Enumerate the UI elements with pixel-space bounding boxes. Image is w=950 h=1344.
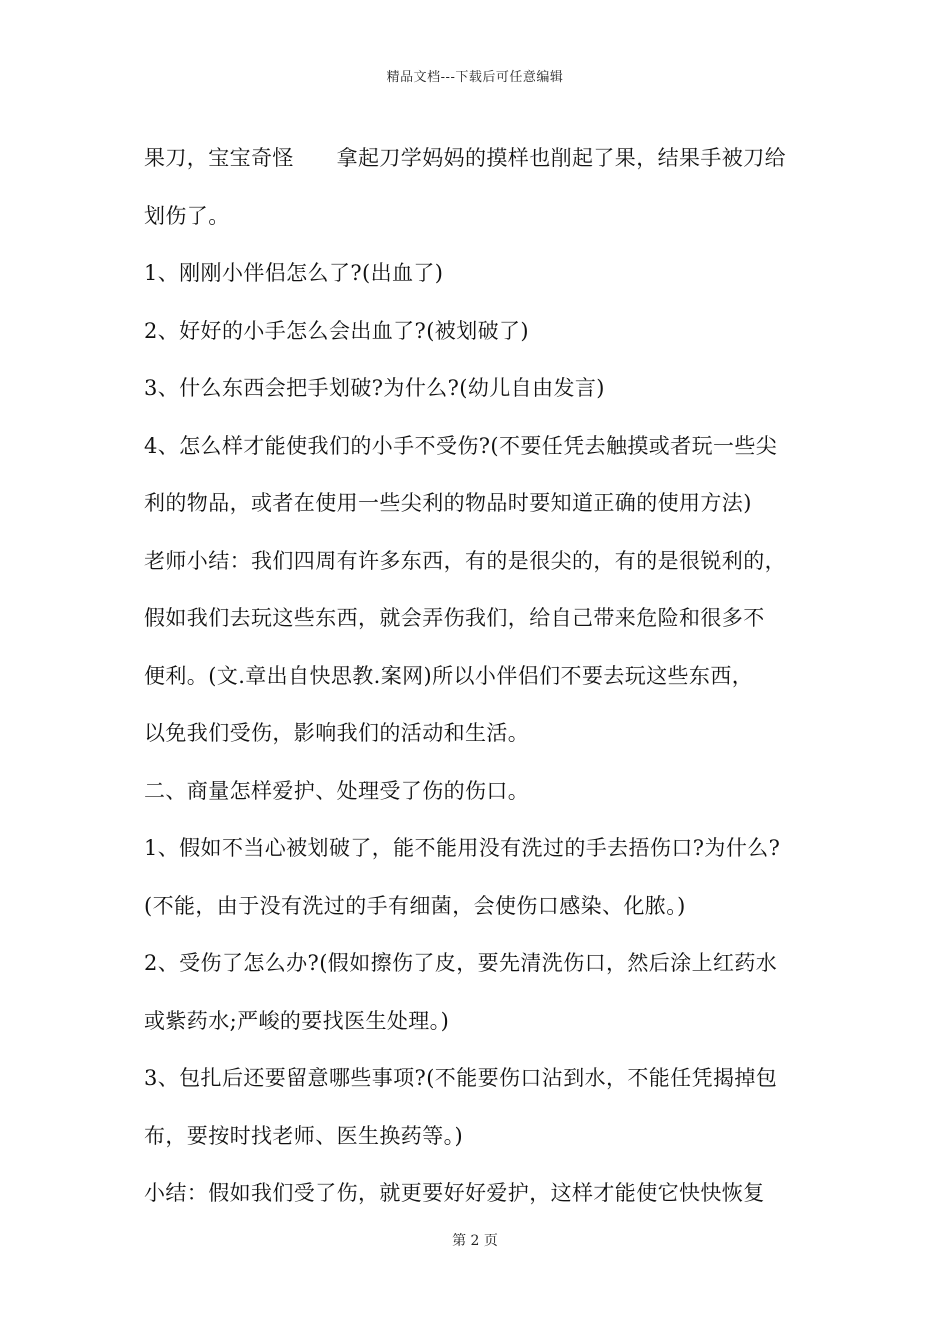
text-line: 1、假如不当心被划破了，能不能用没有洗过的手去捂伤口?为什么?: [144, 836, 781, 860]
text-line: 便利。(文.章出自快思教.案网)所以小伴侣们不要去玩这些东西，: [144, 663, 754, 688]
text-line: 小结：假如我们受了伤，就更要好好爱护，这样才能使它快快恢复: [144, 1181, 765, 1205]
text-line: (不能，由于没有洗过的手有细菌，会使伤口感染、化脓。): [144, 893, 686, 918]
text-line: 2、好好的小手怎么会出血了?(被划破了): [144, 318, 530, 343]
body-text: [144, 130, 824, 1223]
text-line: 或紫药水;严峻的要找医生处理。): [144, 1008, 450, 1033]
text-line: 2、受伤了怎么办?(假如擦伤了皮，要先清洗伤口，然后涂上红药水: [144, 951, 778, 975]
text-line: 假如我们去玩这些东西，就会弄伤我们，给自己带来危险和很多不: [144, 606, 765, 630]
text-line: 果刀，宝宝奇怪 拿起刀学妈妈的摸样也削起了果，结果手被刀给: [144, 146, 786, 170]
text-line: 4、怎么样才能使我们的小手不受伤?(不要任凭去触摸或者玩一些尖: [144, 433, 778, 458]
text-line: 以免我们受伤，影响我们的活动和生活。: [144, 721, 530, 745]
text-line: 利的物品，或者在使用一些尖利的物品时要知道正确的使用方法): [144, 491, 752, 515]
text-line: 划伤了。: [144, 203, 230, 228]
section-heading: 二、商量怎样爱护、处理受了伤的伤口。: [144, 778, 530, 803]
text-line: 布，要按时找老师、医生换药等。): [144, 1123, 464, 1148]
page-number: 第 2 页: [452, 1233, 498, 1249]
text-line: 3、包扎后还要留意哪些事项?(不能要伤口沾到水，不能任凭揭掉包: [144, 1066, 778, 1090]
text-line: 1、刚刚小伴侣怎么了?(出血了): [144, 261, 444, 285]
text-line: 3、什么东西会把手划破?为什么?(幼儿自由发言): [144, 376, 605, 400]
text-line: 老师小结：我们四周有许多东西，有的是很尖的，有的是很锐利的，: [144, 548, 786, 573]
page-header: 精品文档---下载后可任意编辑: [386, 70, 564, 85]
